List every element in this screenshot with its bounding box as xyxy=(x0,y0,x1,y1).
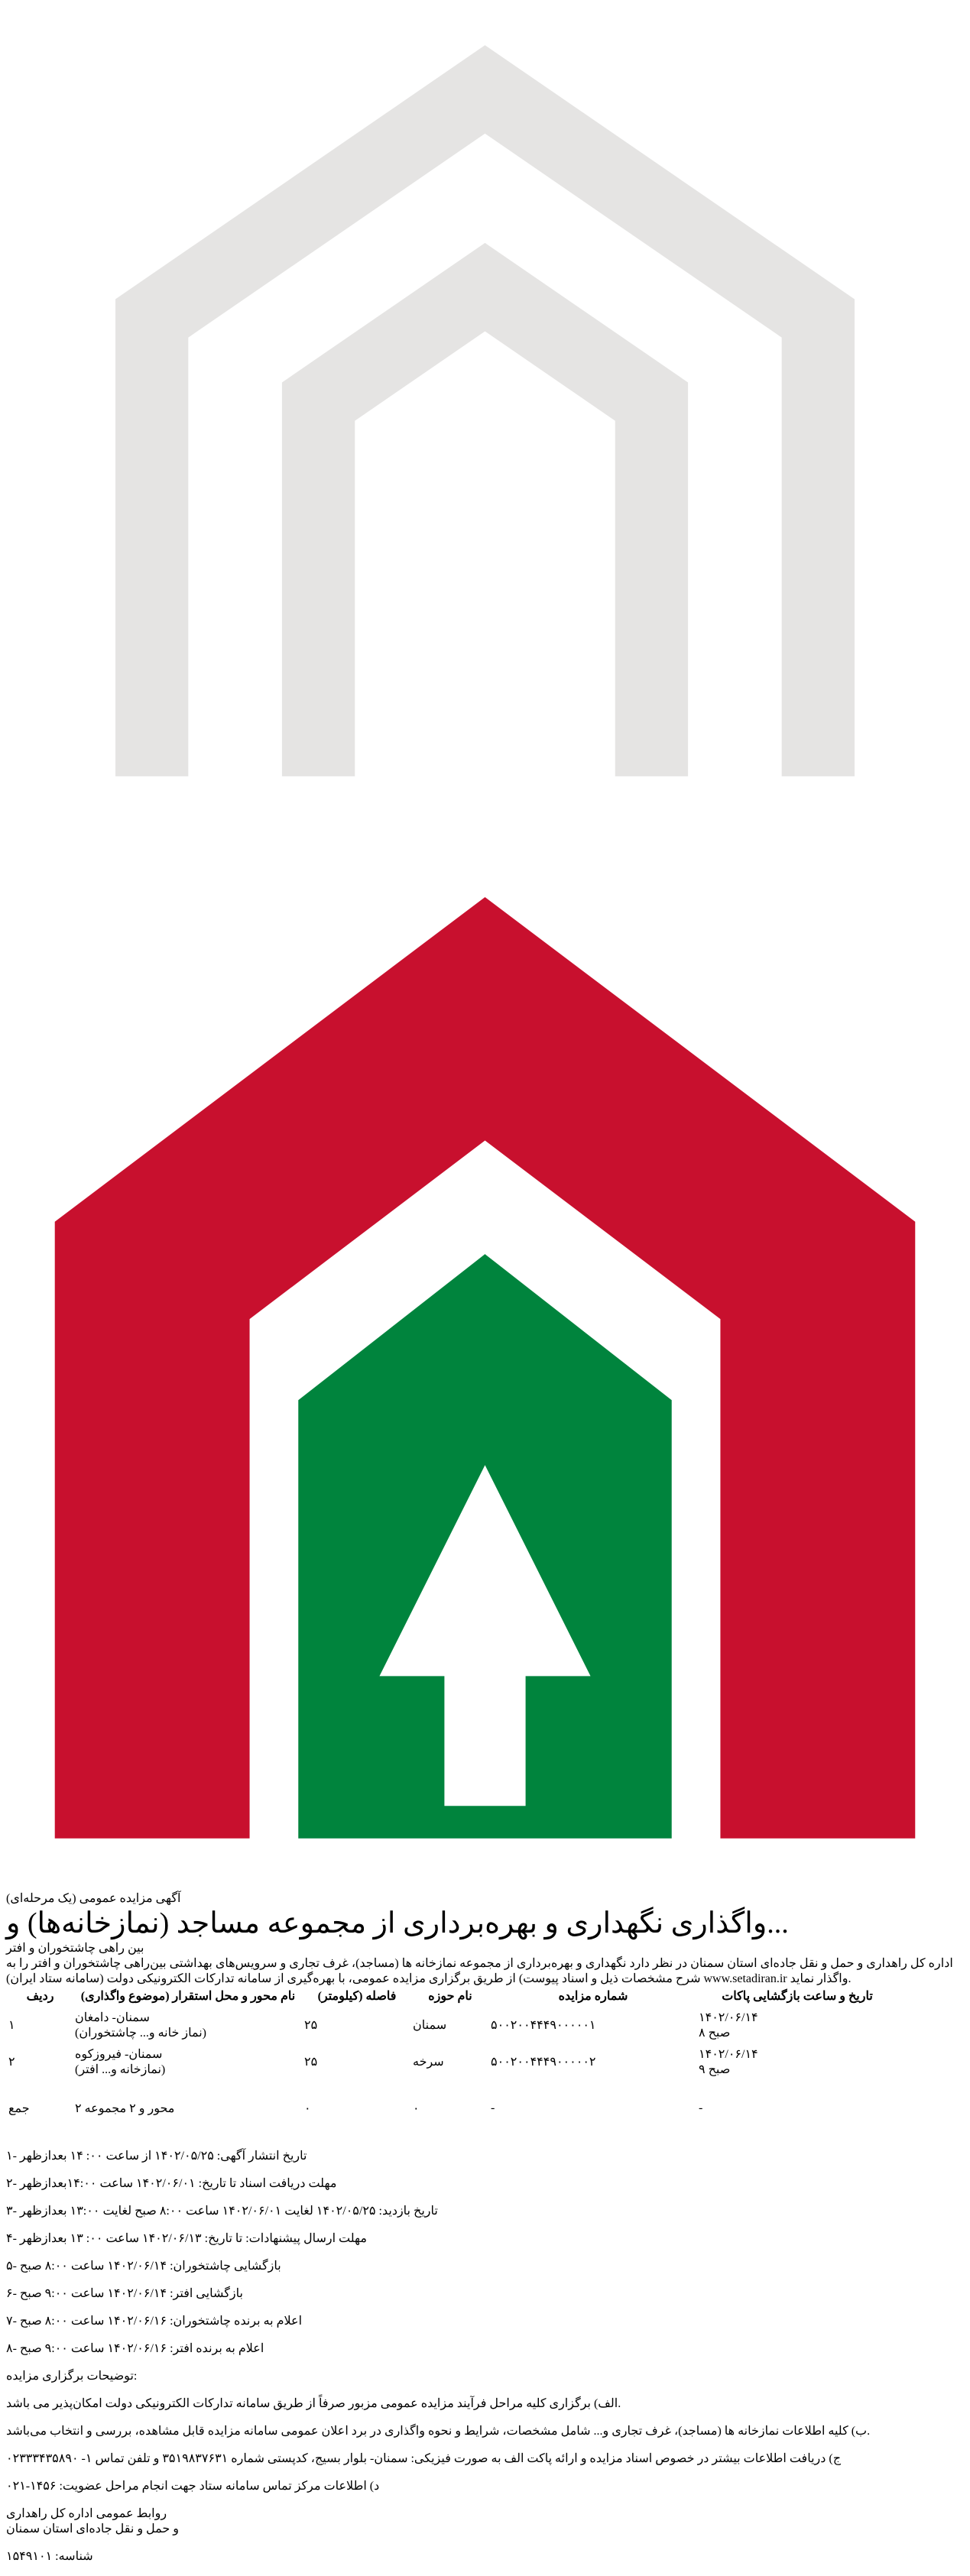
row-name-line: سمنان- فیروزکوه xyxy=(75,2048,163,2062)
row-date-value: ۱۴۰۲/۰۶/۱۴ xyxy=(699,2048,758,2062)
schedule-label: ۲- مهلت دریافت اسناد تا تاریخ: xyxy=(6,2177,337,2191)
row-name-line: سمنان- دامغان xyxy=(75,2011,150,2025)
notice-subtitle: واگذاری نگهداری و بهره‌برداری از مجموعه مساجد (نمازخانه‌ها) و... xyxy=(6,1907,789,1940)
row-name xyxy=(74,2046,302,2078)
schedule-item xyxy=(6,2313,964,2328)
schedule-value: ۱۴۰۲/۰۶/۰۱ ساعت ۱۴:۰۰بعدازظهر xyxy=(19,2177,199,2191)
signature xyxy=(6,2506,964,2536)
schedule-label: ۸- اعلام به برنده افتر: xyxy=(6,2342,264,2356)
notes-heading: توضیحات برگزاری مزایده: xyxy=(6,2370,138,2383)
row-auction-number: ۵۰۰۲۰۰۴۴۴۹۰۰۰۰۰۲ xyxy=(491,2056,596,2069)
schedule-label: ۳- تاریخ بازدید: xyxy=(6,2205,438,2218)
note-jim xyxy=(6,2451,964,2466)
schedule-item xyxy=(6,2341,964,2356)
row-number: ۱ xyxy=(8,2019,15,2033)
notice-id: شناسه: ۱۵۴۹۱۰۱ xyxy=(6,2550,93,2564)
note-label: ج) xyxy=(829,2452,842,2466)
table-row xyxy=(8,2009,897,2041)
schedule-value: ۱۴۰۲/۰۵/۲۵ از ساعت ۰۰: ۱۴ بعدازظهر xyxy=(19,2150,217,2163)
rmto-logo-icon xyxy=(6,832,964,1887)
note-label: الف) xyxy=(593,2397,618,2411)
header-auction-number: شماره مزایده xyxy=(558,1990,628,2004)
intro-tail: واگذار نماید. xyxy=(787,1972,852,1986)
note-label: د) xyxy=(369,2480,380,2493)
table-header-row xyxy=(8,1988,897,2004)
row-name xyxy=(74,2009,302,2041)
schedule-label: ۵- بازگشایی چاشتخوران: xyxy=(6,2260,281,2273)
schedule-label: ۱- تاریخ انتشار آگهی: xyxy=(6,2150,307,2163)
note-dal xyxy=(6,2478,964,2493)
schedule-value: ۱۴۰۲/۰۵/۲۵ لغایت ۱۴۰۲/۰۶/۰۱ ساعت ۸:۰۰ صبح لغایت ۱۳:۰۰ بعدازظهر xyxy=(19,2205,379,2218)
total-name: ۲ محور و ۲ مجموعه xyxy=(75,2102,175,2116)
total-distance: ۰ xyxy=(304,2102,311,2116)
setadiran-link[interactable]: www.setadiran.ir xyxy=(703,1972,787,1986)
header-opening-date: تاریخ و ساعت بازگشایی پاکات xyxy=(722,1990,873,2004)
note-alef xyxy=(6,2396,964,2411)
schedule-label: ۶- بازگشایی افتر: xyxy=(6,2287,243,2301)
total-number: - xyxy=(491,2101,495,2115)
schedule-label: ۴- مهلت ارسال پیشنهادات: xyxy=(6,2232,367,2246)
row-name-detail: (نماز خانه و... چاشتخوران) xyxy=(75,2027,206,2040)
row-date xyxy=(698,2046,897,2078)
schedule-value: ۱۴۰۲/۰۶/۱۴ ساعت ۹:۰۰ صبح xyxy=(19,2287,170,2301)
note-be xyxy=(6,2423,964,2438)
note-text: اطلاعات مرکز تماس سامانه ستاد جهت انجام مراحل عضویت: ۱۴۵۶-۰۲۱ xyxy=(6,2480,370,2493)
schedule-item xyxy=(6,2148,964,2163)
note-text: دریافت اطلاعات بیشتر در خصوص اسناد مزایده و ارائه پاکت الف به صورت فیزیکی: سمنان- بلوار بسیج، کدپستی شماره ۳۵۱۹۸۳۷۶۳۱ و تلفن تماس ۱- ۰۲۳۳۳۴۳۵۸۹۰ xyxy=(6,2452,829,2466)
row-auction-number: ۵۰۰۲۰۰۴۴۴۹۰۰۰۰۰۱ xyxy=(491,2019,596,2033)
row-distance: ۲۵ xyxy=(304,2019,318,2033)
notice-frame xyxy=(6,6,964,2564)
signature-line: و حمل و نقل جاده‌ای استان سمنان xyxy=(6,2523,180,2536)
signature-line: روابط عمومی اداره کل راهداری xyxy=(6,2507,167,2521)
notes-column xyxy=(6,2396,964,2564)
row-date xyxy=(698,2009,897,2041)
total-date: - xyxy=(699,2101,703,2115)
schedule-column xyxy=(6,2148,964,2383)
schedule-value: ۱۴۰۲/۰۶/۱۶ ساعت ۹:۰۰ صبح xyxy=(19,2342,170,2356)
total-area: ۰ xyxy=(413,2102,420,2116)
schedule-value: ۱۴۰۲/۰۶/۱۴ ساعت ۸:۰۰ صبح xyxy=(19,2260,170,2273)
row-time-value: ۸ صبح xyxy=(699,2027,731,2040)
row-area: سرخه xyxy=(413,2056,444,2069)
note-text: کلیه اطلاعات نمازخانه ها (مساجد)، غرف تجاری و... شامل مشخصات، شرایط و نحوه واگذاری در برد اعلان عمومی سامانه مزایده قابل مشاهده، بررسی و انتخاب می‌باشد. xyxy=(6,2425,871,2438)
intro-paragraph xyxy=(6,1955,964,1986)
table-row xyxy=(8,2046,897,2078)
schedule-item xyxy=(6,2176,964,2191)
notice-subtitle-2: بین راهی چاشتخوران و افتر xyxy=(6,1942,144,1955)
schedule-item xyxy=(6,2231,964,2246)
schedule-label: ۷- اعلام به برنده چاشتخوران: xyxy=(6,2315,303,2328)
row-time-value: ۹ صبح xyxy=(699,2063,731,2077)
schedule-value: تا تاریخ: ۱۴۰۲/۰۶/۱۳ ساعت ۰۰: ۱۳ بعدازظهر xyxy=(19,2232,246,2246)
header-row-number: ردیف xyxy=(26,1990,54,2004)
header-name: نام محور و محل استقرار (موضوع واگذاری) xyxy=(80,1990,296,2004)
header-area: نام حوزه xyxy=(428,1990,472,2004)
total-label: جمع xyxy=(8,2102,30,2116)
table-total-row xyxy=(8,2082,897,2134)
header-distance: فاصله (کیلومتر) xyxy=(317,1990,397,2004)
row-name-detail: (نمازخانه و... افتر) xyxy=(75,2063,166,2077)
org-name: اداره کل راهداری و حمل و نقل جاده‌ای استان سمنان xyxy=(690,1957,953,1971)
watermark-logo-icon xyxy=(6,6,964,828)
schedule-item xyxy=(6,2258,964,2273)
row-number: ۲ xyxy=(8,2056,15,2069)
row-area: سمنان xyxy=(413,2019,447,2033)
schedule-item xyxy=(6,2286,964,2301)
row-distance: ۲۵ xyxy=(304,2056,318,2069)
note-label: ب) xyxy=(851,2425,868,2438)
notice-title: آگهی مزایده عمومی (یک مرحله‌ای) xyxy=(6,1892,181,1906)
note-text: برگزاری کلیه مراحل فرآیند مزایده عمومی مزبور صرفاً از طریق سامانه تدارکات الکترونیکی دولت امکان‌پذیر می باشد. xyxy=(6,2397,621,2411)
schedule-item xyxy=(6,2203,964,2218)
schedule-value: ۱۴۰۲/۰۶/۱۶ ساعت ۸:۰۰ صبح xyxy=(19,2315,170,2328)
row-date-value: ۱۴۰۲/۰۶/۱۴ xyxy=(699,2011,758,2025)
auction-table xyxy=(6,1986,898,2136)
intro-body: در نظر دارد نگهداری و بهره‌برداری از مجموعه نمازخانه ها (مساجد)، غرف تجاری و سرویس‌های بهداشتی بین‌راهی چاشتخوران و افتر را به شرح مشخصات ذیل و اسناد پیوست) از طریق برگزاری مزایده عمومی، با بهره‌گیری از سامانه تدارکات الکترونیکی دولت (سامانه ستاد ایران) xyxy=(6,1957,704,1986)
